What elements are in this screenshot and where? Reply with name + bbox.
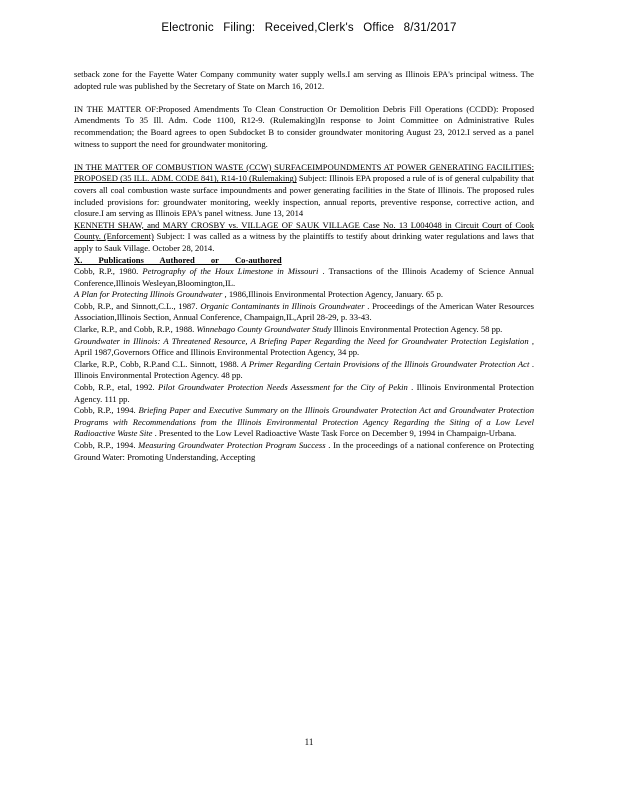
paragraph-sauk-village-case <box>74 220 534 255</box>
publication-title: A Plan for Protecting Illinois Groundwater <box>74 289 223 300</box>
publication-item <box>74 440 534 463</box>
publication-title: Groundwater in Illinois: A Threatened Resource, A Briefing Paper Regarding the Need for Groundwater Protection Legislation <box>74 335 529 346</box>
publication-item <box>74 359 534 382</box>
publication-details: , April 1987,Governors Office and Illinois Environmental Protection Agency, 34 pp. <box>74 335 535 358</box>
publication-authors: Cobb, R.P., etal, 1992. <box>74 382 158 393</box>
publication-details: . In the proceedings of a national conference on Protecting Ground Water: Promoting Understanding, Accepting <box>74 440 534 462</box>
publication-authors: Cobb, R.P., 1980. <box>74 266 143 277</box>
publication-title: Briefing Paper and Executive Summary on the Illinois Groundwater Protection Act and Groundwater Protection Programs with Recommendations from the Illinois Environmental Protection Agency Regarding the Siting of a Low Level Radioactive Waste Site <box>74 405 535 439</box>
publication-title: Winnebago County Groundwater Study <box>196 324 332 335</box>
publication-item <box>74 301 534 324</box>
publication-item <box>74 324 534 336</box>
filing-stamp-header: Electronic Filing: Received,Clerk's Office 8/31/2017 <box>161 22 457 34</box>
publication-details: . Transactions of the Illinois Academy of Science Annual Conference,Illinois Wesleyan,Bloomington,IL. <box>74 266 534 288</box>
publication-item <box>74 289 534 301</box>
page-number: 11 <box>304 737 314 747</box>
sauk-village-case-description: Subject: I was called as a witness by the plaintiffs to testify about drinking water regulations and laws that apply to Sauk Village. October 28, 2014. <box>74 231 535 253</box>
publication-details: . Proceedings of the American Water Resources Association,Illinois Section, Annual Conference, Champaign,IL,April 28-29, p. 33-43. <box>74 300 534 323</box>
publication-title: Pilot Groundwater Protection Needs Assessment for the City of Pekin <box>158 382 408 393</box>
publication-details: . Presented to the Low Level Radioactive Waste Task Force on December 9, 1994 in Champaign-Urbana. <box>152 428 517 439</box>
publication-item <box>74 336 534 359</box>
publication-authors: Clarke, R.P., Cobb, R.P.and C.L. Sinnott, 1988. <box>74 358 242 369</box>
section-heading-publications: X. Publications Authored or Co-authored <box>74 254 282 265</box>
publication-details: Illinois Environmental Protection Agency. 58 pp. <box>331 324 503 335</box>
document-body <box>74 69 534 463</box>
publication-authors: Cobb, R.P., and Sinnott,C.L., 1987. <box>74 300 201 311</box>
publication-title: Petrography of the Houx Limestone in Missouri <box>142 266 319 277</box>
paragraph-fayette-setback: setback zone for the Fayette Water Company community water supply wells.I am serving as Illinois EPA's principal witness. The adopted rule was published by the Secretary of State on March 16, 2012. <box>74 69 534 91</box>
paragraph-ccdd-rulemaking: IN THE MATTER OF:Proposed Amendments To Clean Construction Or Demolition Debris Fill Operations (CCDD): Proposed Amendments To 35 Ill. Adm. Code 1100, R12-9. (Rulemaking)In response to Joint Committee on Administrative Rules recommendation; the Board agrees to open Subdocket B to consider groundwater monitoring August 23, 2012.I served as a panel witness to support the need for groundwater monitoring. <box>74 103 534 149</box>
ccw-case-title: IN THE MATTER OF COMBUSTION WASTE (CCW) SURFACEIMPOUNDMENTS AT POWER GENERATING FACILITIES: PROPOSED (35 ILL. ADM. CODE 841), R14-10 (Rulemaking) <box>74 161 534 184</box>
publication-details: . Illinois Environmental Protection Agency. 48 pp. <box>74 358 535 381</box>
publication-title: Organic Contaminants in Illinois Groundwater <box>200 300 365 311</box>
paragraph-ccw-rulemaking <box>74 162 534 220</box>
publication-item <box>74 266 534 289</box>
publication-authors: Clarke, R.P., and Cobb, R.P., 1988. <box>74 324 197 335</box>
publication-authors: Cobb, R.P., 1994. <box>74 440 139 450</box>
publication-item <box>74 382 534 405</box>
publication-title: A Primer Regarding Certain Provisions of the Illinois Groundwater Protection Act <box>241 358 530 369</box>
publication-details: , 1986,Illinois Environmental Protection Agency, January. 65 p. <box>222 289 444 300</box>
publication-authors: Cobb, R.P., 1994. <box>74 405 139 416</box>
publication-item <box>74 405 534 440</box>
ccw-case-description: Subject: Illinois EPA proposed a rule of is of general culpability that covers all coal combustion waste surface impoundments and power generating facilities in the State of Illinois. The proposed rules included provisions for: groundwater monitoring, weekly inspection, annual reports, preventive response, corrective action, and closure.I am serving as Illinois EPA's panel witness. June 13, 2014 <box>74 173 534 219</box>
sauk-village-case-title: KENNETH SHAW, and MARY CROSBY vs. VILLAGE OF SAUK VILLAGE Case No. 13 L004048 in Circuit Court of Cook County. (Enforcement) <box>74 219 534 242</box>
publication-details: . Illinois Environmental Protection Agency. 111 pp. <box>74 382 534 404</box>
publication-title: Measuring Groundwater Protection Program Success <box>138 440 326 450</box>
